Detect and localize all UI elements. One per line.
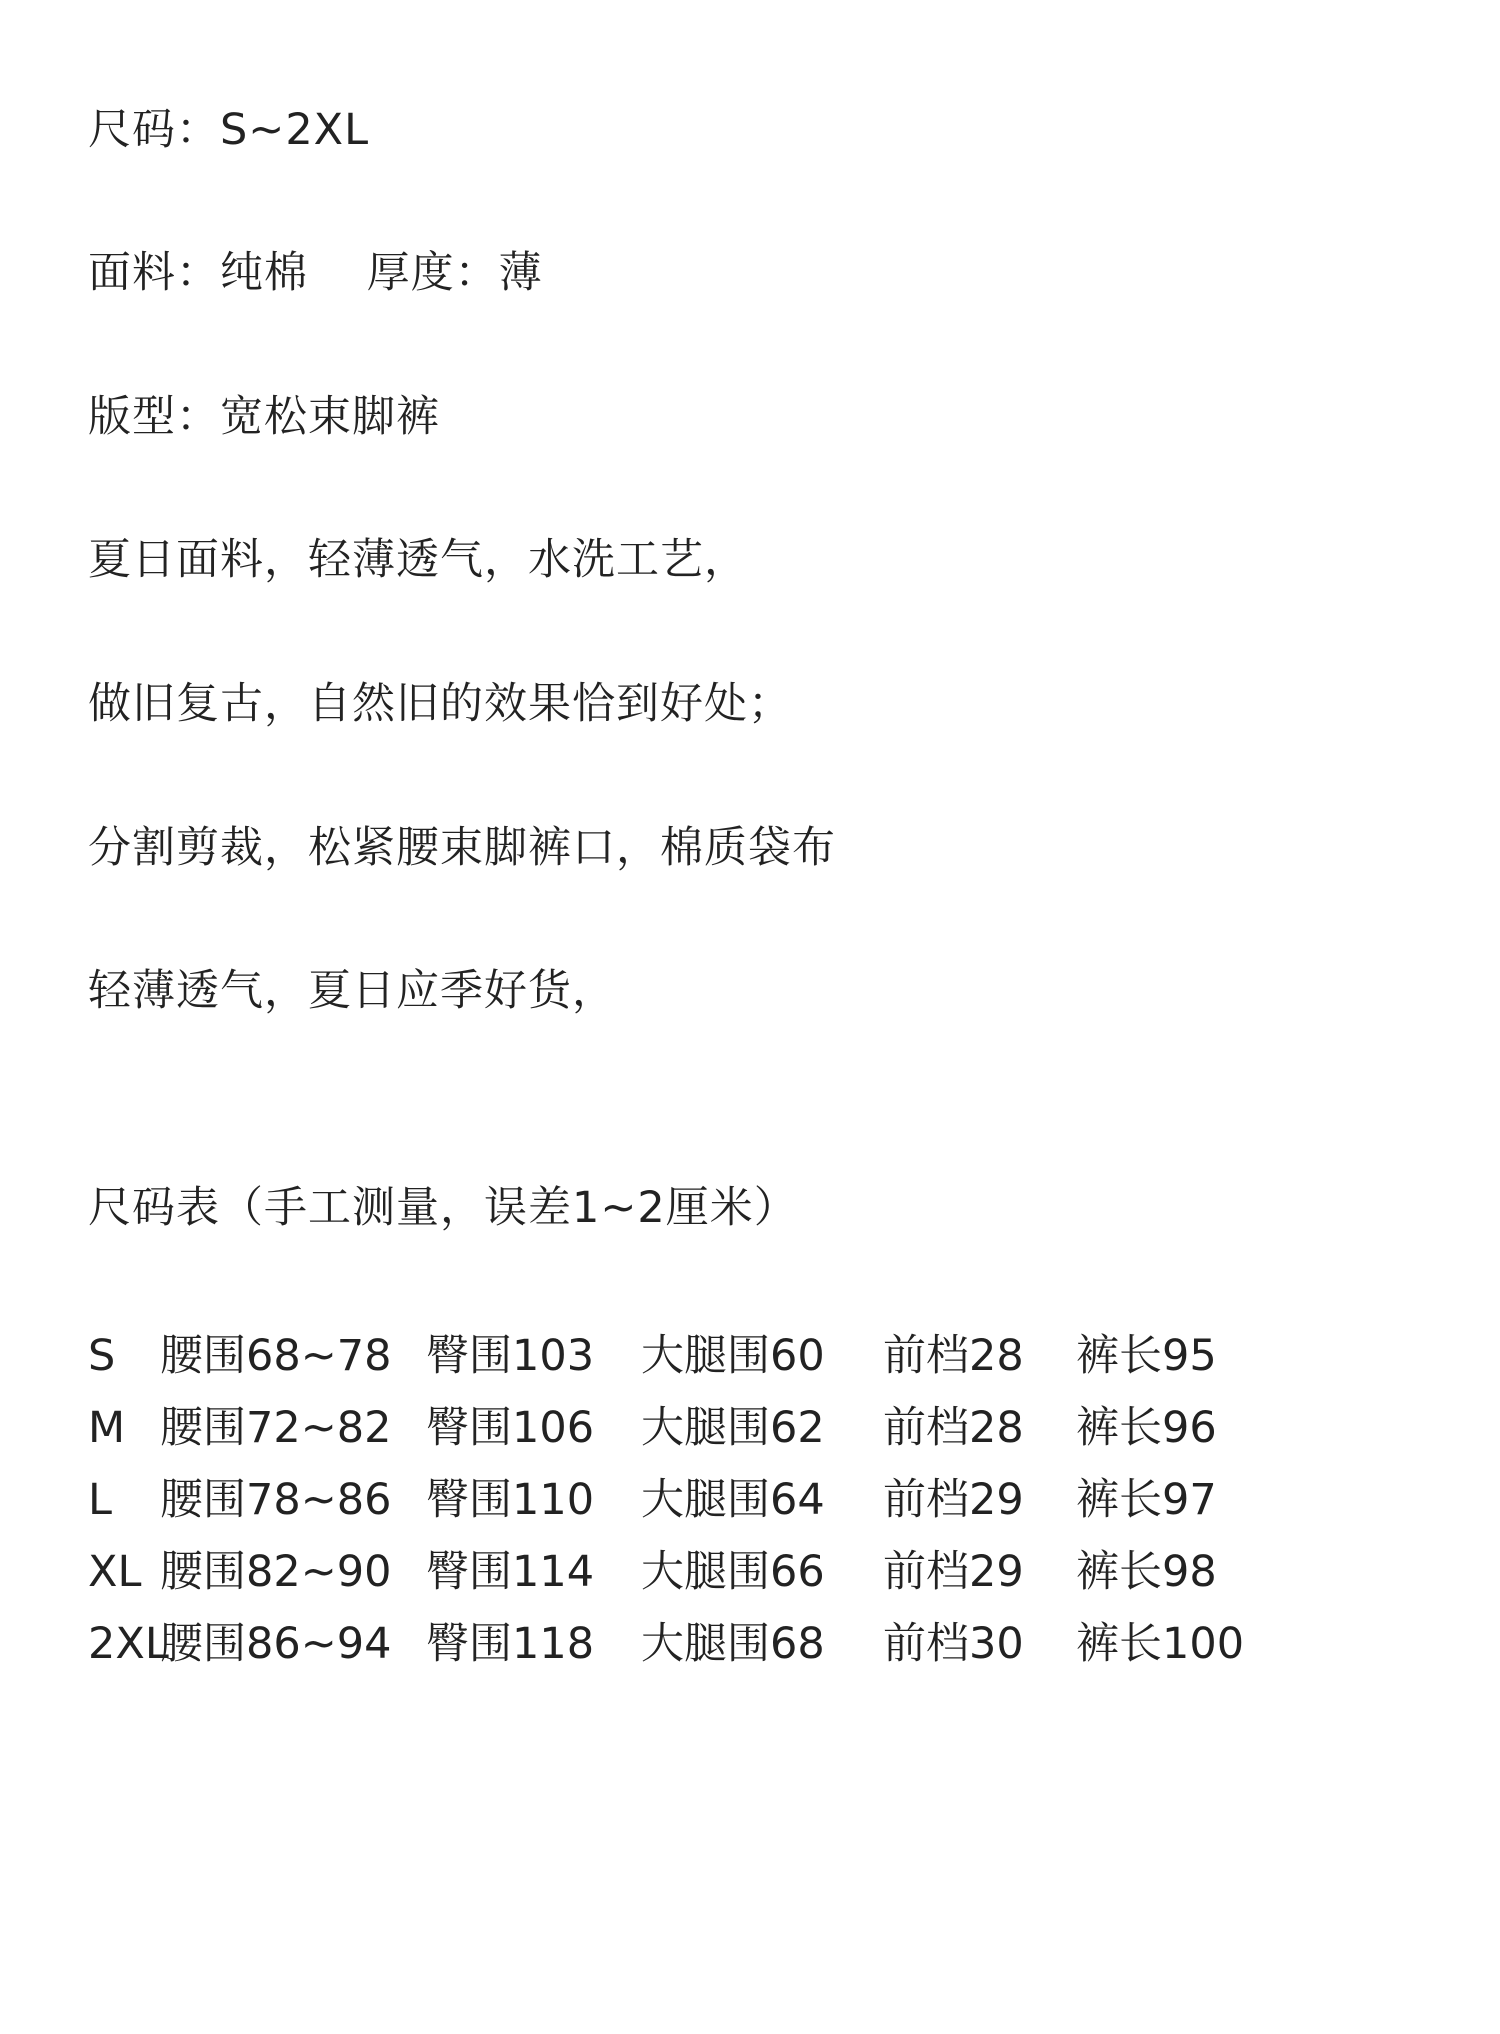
description-line-3: 分割剪裁，松紧腰束脚裤口，棉质袋布 xyxy=(88,823,836,873)
rise-value: 前档30 xyxy=(883,1619,1024,1669)
thigh-value: 大腿围68 xyxy=(641,1619,825,1669)
waist-value: 腰围86~94 xyxy=(160,1619,392,1669)
hip-value: 臀围118 xyxy=(426,1619,595,1669)
thigh-value: 大腿围60 xyxy=(641,1331,825,1381)
length-value: 裤长96 xyxy=(1076,1403,1217,1453)
size-range-text: 尺码：S~2XL xyxy=(88,105,370,155)
waist-value: 腰围82~90 xyxy=(160,1547,392,1597)
hip-value: 臀围114 xyxy=(426,1547,595,1597)
hip-value: 臀围103 xyxy=(426,1331,595,1381)
description-line-1: 夏日面料，轻薄透气，水洗工艺， xyxy=(88,535,748,585)
thigh-value: 大腿围62 xyxy=(641,1403,825,1453)
length-value: 裤长95 xyxy=(1076,1331,1217,1381)
size-row-m xyxy=(88,1402,1217,1474)
rise-value: 前档29 xyxy=(883,1475,1024,1525)
fabric-thickness-text: 面料：纯棉 厚度：薄 xyxy=(88,248,543,298)
length-value: 裤长98 xyxy=(1076,1547,1217,1597)
size-row-2xl xyxy=(88,1618,1245,1690)
waist-value: 腰围78~86 xyxy=(160,1475,392,1525)
size-chart xyxy=(88,1330,1245,1690)
hip-value: 臀围106 xyxy=(426,1403,595,1453)
size-row-l xyxy=(88,1474,1217,1546)
description-line-4: 轻薄透气，夏日应季好货， xyxy=(88,966,616,1016)
length-value: 裤长97 xyxy=(1076,1475,1217,1525)
size-row-s xyxy=(88,1330,1217,1402)
size-label: M xyxy=(88,1403,126,1453)
size-label: 2XL xyxy=(88,1619,169,1669)
rise-value: 前档29 xyxy=(883,1547,1024,1597)
size-row-xl xyxy=(88,1546,1217,1618)
size-label: S xyxy=(88,1331,116,1381)
fit-type-text: 版型：宽松束脚裤 xyxy=(88,392,440,442)
length-value: 裤长100 xyxy=(1076,1619,1245,1669)
size-chart-heading: 尺码表（手工测量，误差1~2厘米） xyxy=(88,1183,798,1233)
waist-value: 腰围68~78 xyxy=(160,1331,392,1381)
thigh-value: 大腿围64 xyxy=(641,1475,825,1525)
rise-value: 前档28 xyxy=(883,1331,1024,1381)
rise-value: 前档28 xyxy=(883,1403,1024,1453)
description-line-2: 做旧复古，自然旧的效果恰到好处； xyxy=(88,679,792,729)
size-label: L xyxy=(88,1475,112,1525)
waist-value: 腰围72~82 xyxy=(160,1403,392,1453)
hip-value: 臀围110 xyxy=(426,1475,595,1525)
size-label: XL xyxy=(88,1547,142,1597)
thigh-value: 大腿围66 xyxy=(641,1547,825,1597)
